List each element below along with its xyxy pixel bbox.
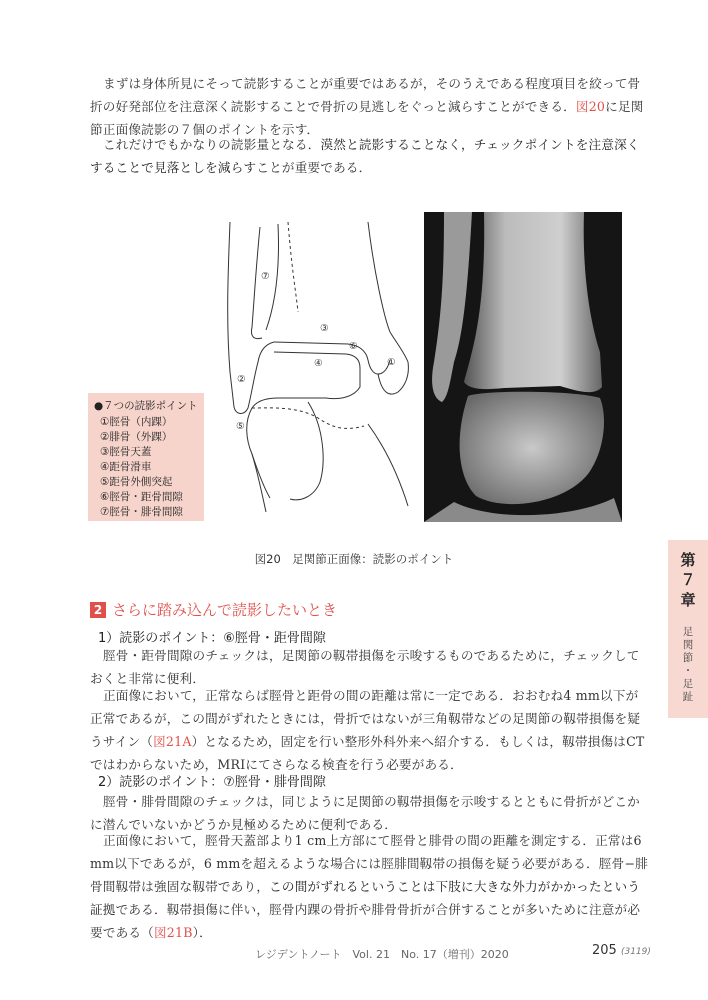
figure-caption: 図20 足関節正面像：読影のポイント <box>254 552 454 566</box>
sub1-p1-text: 脛骨・距骨間隙のチェックは，足関節の靱帯損傷を示唆するものであるために，チェックしておくと非常に便利． <box>90 648 640 686</box>
legend-item-5: ⑤距骨外側突起 <box>100 476 173 488</box>
marker-5: ⑤ <box>236 421 245 432</box>
marker-6: ⑥ <box>349 341 358 352</box>
page-total: (3119) <box>620 947 651 957</box>
figure-21a-ref[interactable]: 図21A <box>153 734 192 749</box>
figure-21b-ref[interactable]: 図21B <box>153 925 193 940</box>
marker-1: ① <box>387 357 396 368</box>
chapter-topic: 足 関 節 ・ 足 趾 <box>682 626 694 703</box>
sub2-p2-text-b: である．靱帯損傷に伴い，脛骨内踝の骨折や腓骨骨折が合併することが多いために注意が必要である（ <box>90 902 641 940</box>
page-number <box>592 943 651 958</box>
section-number-badge: 2 <box>90 602 106 618</box>
marker-4: ④ <box>314 358 323 369</box>
legend-item-6: ⑥脛骨・距骨間隙 <box>100 491 183 503</box>
sub1-paragraph-2 <box>90 684 650 776</box>
section-title: さらに踏み込んで読影したいとき <box>112 601 338 619</box>
subheading-2: 2）読影のポイント：⑦脛骨・腓骨間隙 <box>98 775 326 790</box>
sub2-p2-text-a: 正面像において，脛骨天蓋部より1 cm上方部にて脛骨と腓骨の間の距離を測定する．正常は6 mm以下であるが，6 mmを超えるような場合には脛腓間靱帯の損傷を疑う必要がある．脛骨−腓骨間靱帯は強固な靱帯であり， <box>90 833 648 894</box>
sub2-p2-text-c: ）． <box>192 925 212 940</box>
sub2-p2-bold: この間がずれるということは下肢に大きな外力がかかったという証拠 <box>90 879 641 917</box>
p2-text-a: これだけでもかなりの読影量となる． <box>103 137 321 152</box>
ankle-line-drawing <box>208 212 426 522</box>
intro-paragraph-1 <box>90 72 650 141</box>
legend-item-2: ②腓骨（外踝） <box>100 431 173 443</box>
page-main: 205 <box>592 943 617 958</box>
sub1-p2-text-a: 正面像において，正常ならば脛骨と距骨の間の距離は常に一定である．おおむね4 mm以下が正常であるが，この間がずれたときには，骨折ではないが三角靱帯などの足関節の靱帯損傷を疑うサイン（ <box>90 688 641 749</box>
p1-text-b: に足関節正面像読影の７個のポイントを示す． <box>90 99 644 137</box>
journal-footer: レジデントノート Vol. 21 No. 17（増刊）2020 <box>255 948 509 961</box>
ankle-xray-image <box>424 212 622 522</box>
legend-title: ●７つの読影ポイント <box>94 400 198 412</box>
figure-ref[interactable]: 図20 <box>575 99 606 114</box>
sub1-p2-text-b: ）となるため，固定を行い整形外科外来へ紹介する．もしくは，靱帯損傷はCTではわからないため，MRIにてさらなる検査を行う必要がある． <box>90 734 645 772</box>
p2-text-b: ことが重要である． <box>256 160 372 175</box>
legend-item-7: ⑦脛骨・腓骨間隙 <box>100 506 183 518</box>
chapter-side-tab <box>668 540 708 718</box>
legend-item-4: ④距骨滑車 <box>100 461 152 473</box>
intro-paragraph-2 <box>90 133 650 179</box>
sub2-paragraph-2 <box>90 829 650 944</box>
legend-item-1: ①脛骨（内踝） <box>100 416 173 428</box>
marker-3: ③ <box>320 323 329 334</box>
chapter-label: 第 ７ 章 <box>680 551 696 609</box>
marker-2: ② <box>237 374 246 385</box>
sub2-p1-text: 脛骨・腓骨間隙のチェックは，同じように足関節の靱帯損傷を示唆するとともに骨折がどこかに潜んでいないかどうか見極めるために便利である． <box>90 794 640 832</box>
legend-item-3: ③脛骨天蓋 <box>100 446 152 458</box>
subheading-1: 1）読影のポイント：⑥脛骨・距骨間隙 <box>98 631 326 646</box>
p1-text-a: まずは身体所見にそって読影することが重要ではあるが，そのうえである程度項目を絞って骨折の好発部位を注意深く読影することで骨折の見逃しをぐっと減らすことができる． <box>90 76 641 114</box>
reading-points-legend <box>88 393 204 521</box>
p2-bold-text: 漠然と読影することなく，チェックポイントを注意深くすることで見落としを減らす <box>90 137 640 175</box>
marker-7: ⑦ <box>261 271 270 282</box>
